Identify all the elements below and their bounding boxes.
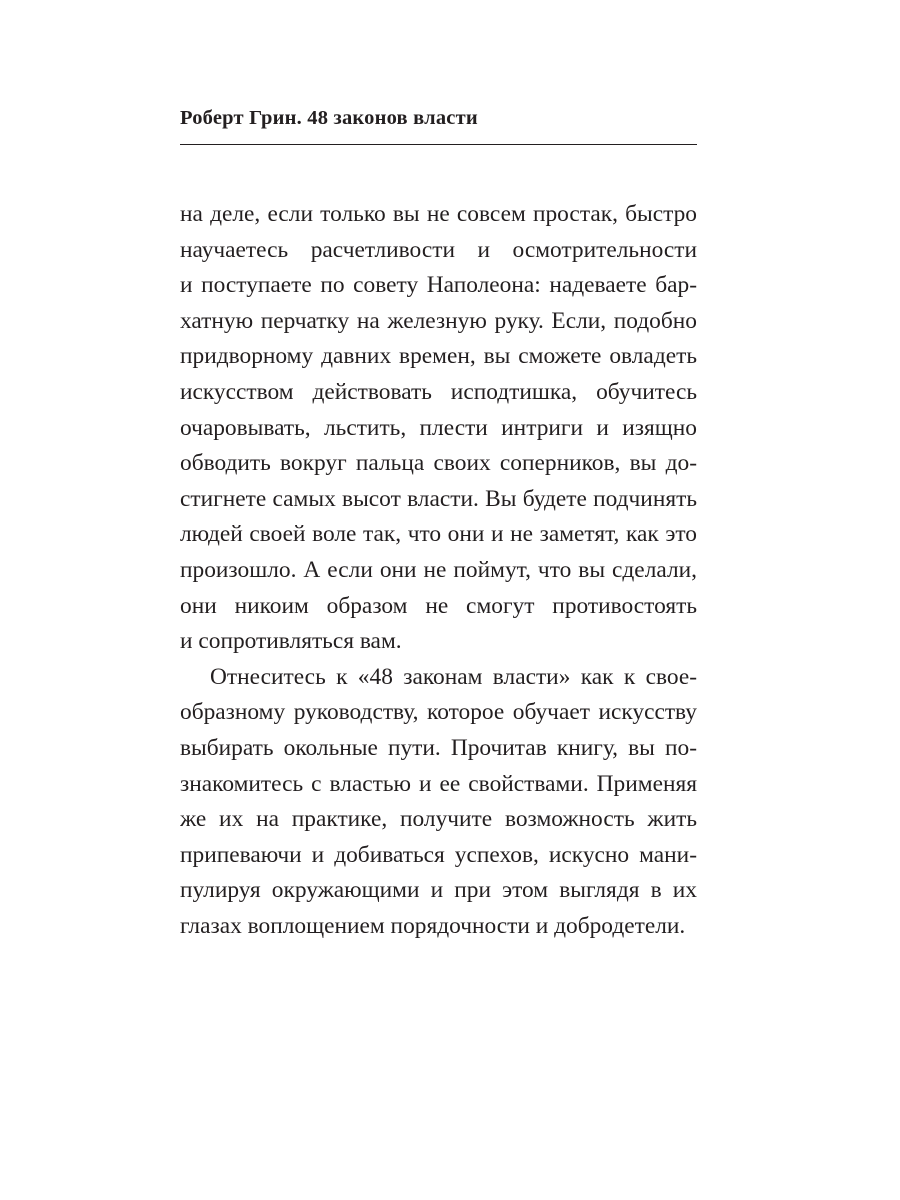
text-line: и поступаете по совету Наполеона: надеваете бар-	[180, 272, 697, 299]
header-divider	[180, 144, 697, 145]
text-line: же их на практике, получите возможность жить	[180, 806, 697, 833]
text-line: глазах воплощением порядочности и добродетели.	[180, 912, 686, 939]
text-line: пулируя окружающими и при этом выглядя в их	[180, 877, 697, 904]
text-line: научаетесь расчетливости и осмотрительности	[180, 236, 697, 263]
text-line: припеваючи и добиваться успехов, искусно мани-	[180, 841, 697, 868]
text-line: образному руководству, которое обучает искусству	[180, 699, 697, 726]
text-line: произошло. А если они не поймут, что вы сделали,	[180, 556, 697, 583]
text-line: на деле, если только вы не совсем простак, быстро	[180, 201, 697, 227]
text-line: знакомитесь с властью и ее свойствами. Применяя	[180, 770, 697, 797]
text-line: обводить вокруг пальца своих соперников, вы до-	[180, 450, 697, 477]
text-line: они никоим образом не смогут противостоять	[180, 592, 697, 619]
text-line: стигнете самых высот власти. Вы будете подчинять	[180, 485, 697, 512]
text-line: придворному давних времен, вы сможете овладеть	[180, 343, 697, 370]
text-line: очаровывать, льстить, плести интриги и изящно	[180, 414, 697, 441]
text-line: Отнеситесь к «48 законам власти» как к свое-	[210, 663, 697, 690]
running-header: Роберт Грин. 48 законов власти	[180, 107, 478, 129]
text-line: выбирать окольные пути. Прочитав книгу, вы по-	[180, 734, 697, 761]
body-text	[180, 197, 697, 944]
text-line: хатную перчатку на железную руку. Если, подобно	[180, 307, 697, 334]
text-line: искусством действовать исподтишка, обучитесь	[180, 378, 697, 405]
paragraph-2	[180, 660, 697, 945]
paragraph-1	[180, 197, 697, 660]
text-line: людей своей воле так, что они и не заметят, как это	[180, 521, 697, 548]
text-line: и сопротивляться вам.	[180, 628, 402, 655]
